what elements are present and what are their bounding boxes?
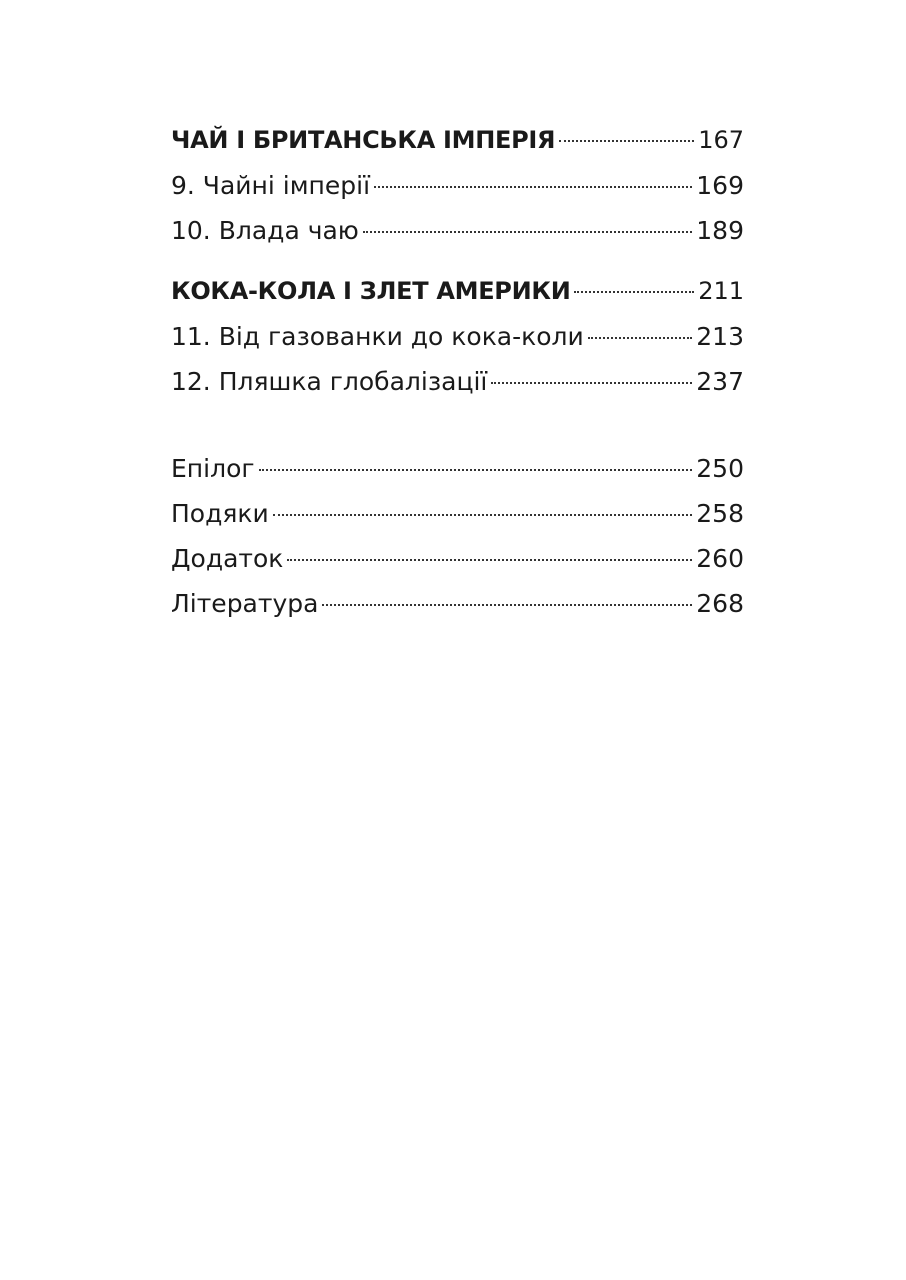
entry-title: Подяки: [171, 499, 269, 528]
chapter-title: 12. Пляшка глобалізації: [171, 367, 488, 396]
dot-leader: [588, 337, 693, 339]
section-title: ЧАЙ І БРИТАНСЬКА ІМПЕРІЯ: [171, 126, 556, 154]
page-number: 211: [698, 277, 744, 305]
dot-leader: [374, 186, 692, 188]
page-number: 250: [696, 454, 744, 483]
dot-leader: [259, 469, 693, 471]
page-number: 167: [698, 126, 744, 154]
chapter-title: 9. Чайні імперії: [171, 171, 371, 200]
entry-title: Додаток: [171, 544, 284, 573]
chapter-title: 11. Від газованки до кока-коли: [171, 322, 584, 351]
page-number: 258: [696, 499, 744, 528]
section-title: КОКА-КОЛА І ЗЛЕТ АМЕРИКИ: [171, 277, 571, 305]
toc-chapter-11: [171, 314, 744, 359]
dot-leader: [273, 514, 693, 516]
toc-section-tea: [171, 118, 744, 163]
page-number: 169: [696, 171, 744, 200]
toc-epilogue: [171, 446, 744, 491]
page-number: 213: [696, 322, 744, 351]
table-of-contents: [171, 118, 744, 626]
toc-section-coca-cola: [171, 269, 744, 314]
page-number: 260: [696, 544, 744, 573]
dot-leader: [574, 291, 694, 293]
page-number: 268: [696, 589, 744, 618]
dot-leader: [322, 604, 692, 606]
dot-leader: [559, 140, 694, 142]
toc-acknowledgements: [171, 491, 744, 536]
entry-title: Епілог: [171, 454, 255, 483]
toc-appendix: [171, 536, 744, 581]
dot-leader: [491, 382, 692, 384]
entry-title: Література: [171, 589, 319, 618]
toc-chapter-9: [171, 163, 744, 208]
toc-chapter-12: [171, 359, 744, 404]
toc-chapter-10: [171, 208, 744, 253]
toc-bibliography: [171, 581, 744, 626]
page-number: 189: [696, 216, 744, 245]
page-number: 237: [696, 367, 744, 396]
chapter-title: 10. Влада чаю: [171, 216, 359, 245]
dot-leader: [287, 559, 692, 561]
dot-leader: [363, 231, 692, 233]
